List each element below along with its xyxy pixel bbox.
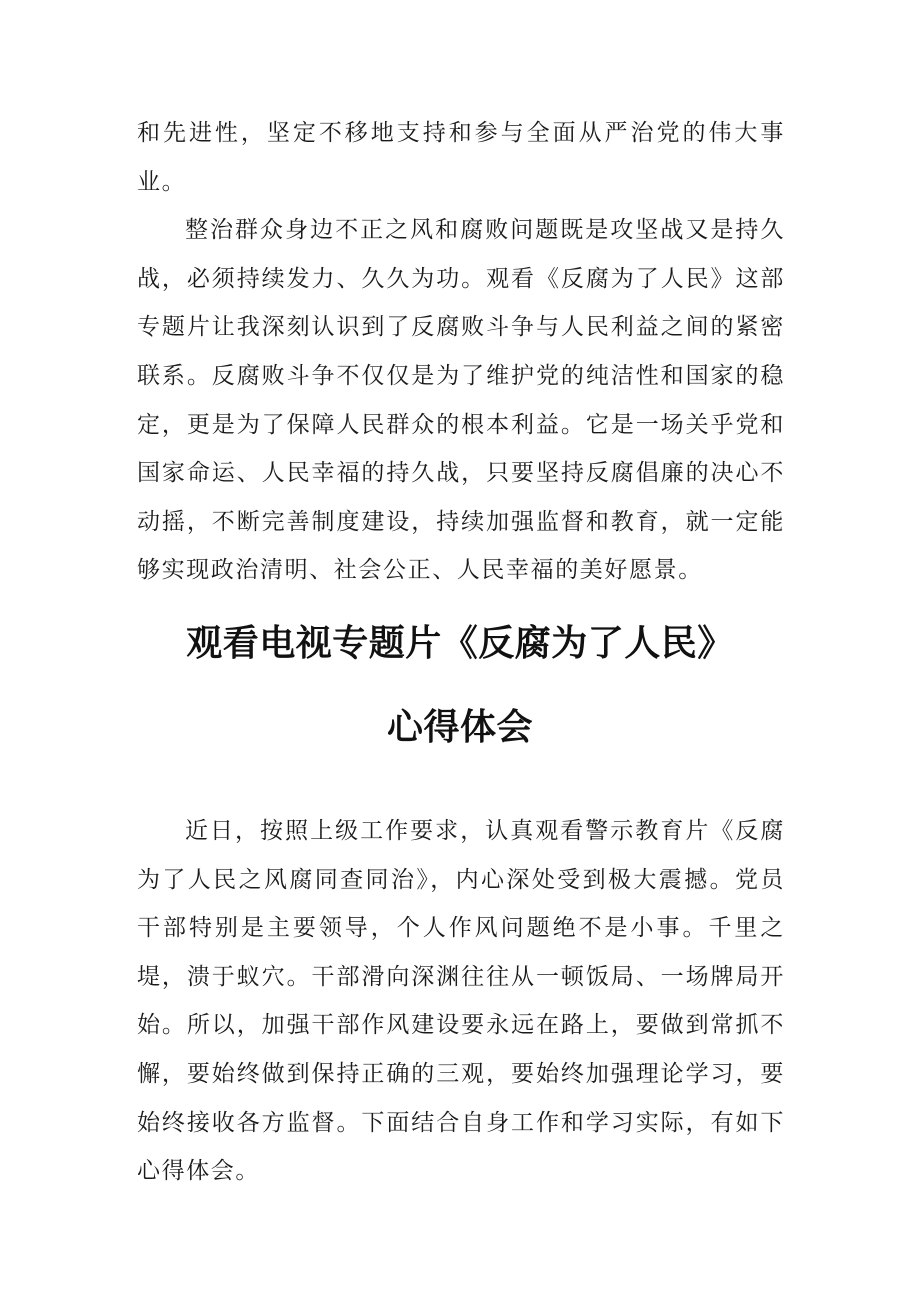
body-text-upper: [137, 109, 785, 595]
paragraph-reflection: 整治群众身边不正之风和腐败问题既是攻坚战又是持久战，必须持续发力、久久为功。观看《反腐为了人民》这部专题片让我深刻认识到了反腐败斗争与人民利益之间的紧密联系。反腐败斗争不仅仅是为了维护党的纯洁性和国家的稳定，更是为了保障人民群众的根本利益。它是一场关乎党和国家命运、人民幸福的持久战，只要坚持反腐倡廉的决心不动摇，不断完善制度建设，持续加强监督和教育，就一定能够实现政治清明、社会公正、人民幸福的美好愿景。: [137, 217, 785, 584]
document-title-line-2: 心得体会: [386, 707, 533, 748]
body-text-lower: [137, 807, 785, 1196]
continued-paragraph: 和先进性，坚定不移地支持和参与全面从严治党的伟大事业。: [137, 120, 785, 195]
paragraph-intro: 近日，按照上级工作要求，认真观看警示教育片《反腐为了人民之风腐同查同治》，内心深处受到极大震撼。党员干部特别是主要领导，个人作风问题绝不是小事。千里之堤，溃于蚁穴。干部滑向深渊往往从一顿饭局、一场牌局开始。所以，加强干部作风建设要永远在路上，要做到常抓不懈，要始终做到保持正确的三观，要始终加强理论学习，要始终接收各方监督。下面结合自身工作和学习实际，有如下心得体会。: [137, 818, 785, 1185]
document-title-line-1: 观看电视专题片《反腐为了人民》: [186, 623, 734, 664]
